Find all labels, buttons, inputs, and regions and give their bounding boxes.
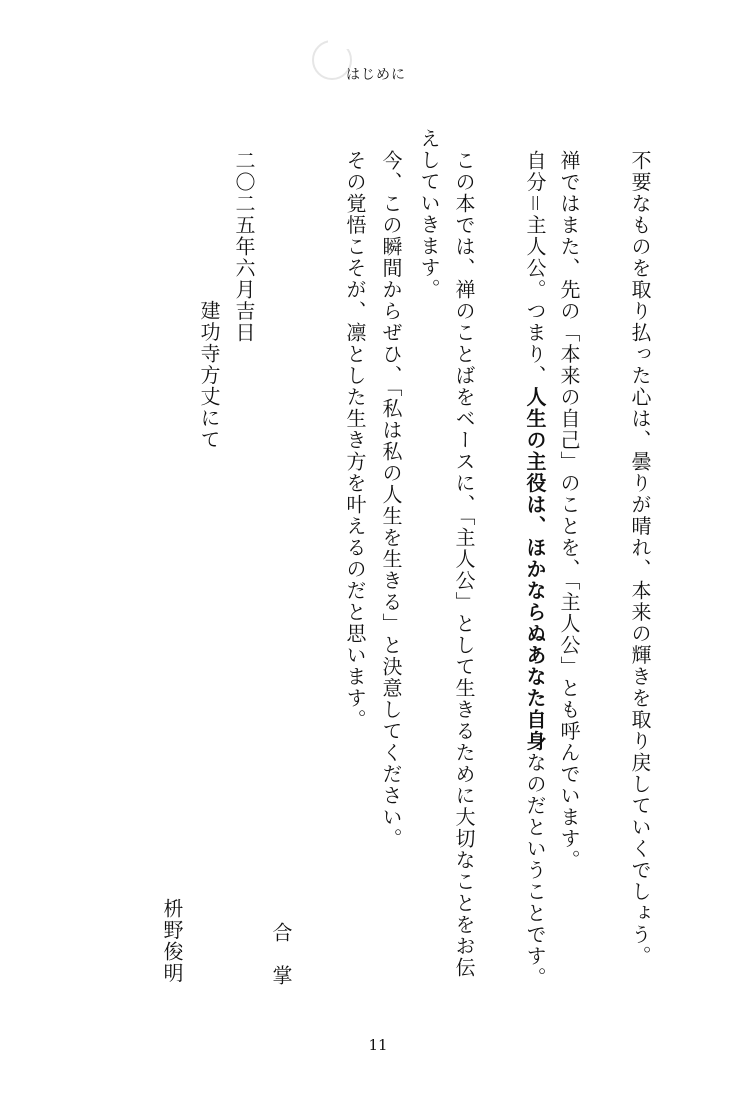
body-column-3 <box>518 150 552 989</box>
date-line: 二〇二五年六月吉日 <box>232 150 256 344</box>
body-column-5: えしていきます。 <box>417 128 441 300</box>
chapter-title: はじめに <box>346 67 406 83</box>
body-column-3-text-c: なのだということです。 <box>523 752 547 989</box>
emphasis-text: 人生の主役は、ほかならぬあなた自身 <box>523 386 547 752</box>
author-name: 枡野俊明 <box>160 898 184 984</box>
body-column-2: 禅ではまた、先の「本来の自己」のことを、「主人公」とも呼んでいます。 <box>557 150 581 871</box>
body-column-1: 不要なものを取り払った心は、曇りが晴れ、本来の輝きを取り戻していくでしょう。 <box>628 150 652 967</box>
place-line: 建功寺方丈にて <box>197 300 221 451</box>
body-column-6: 今、この瞬間からぜひ、「私は私の人生を生きる」と決意してください。 <box>379 150 403 850</box>
page-number: 11 <box>368 1036 388 1054</box>
body-column-7: その覚悟こそが、凛とした生き方を叶えるのだと思います。 <box>343 150 367 731</box>
body-column-3-text-a: 自分＝主人公。つまり、 <box>523 150 547 387</box>
gassho-closing: 合 掌 <box>269 922 293 987</box>
chapter-header <box>312 40 432 84</box>
body-column-4: この本では、禅のことばをベースに、「主人公」として生きるために大切なことをお伝 <box>452 150 476 979</box>
